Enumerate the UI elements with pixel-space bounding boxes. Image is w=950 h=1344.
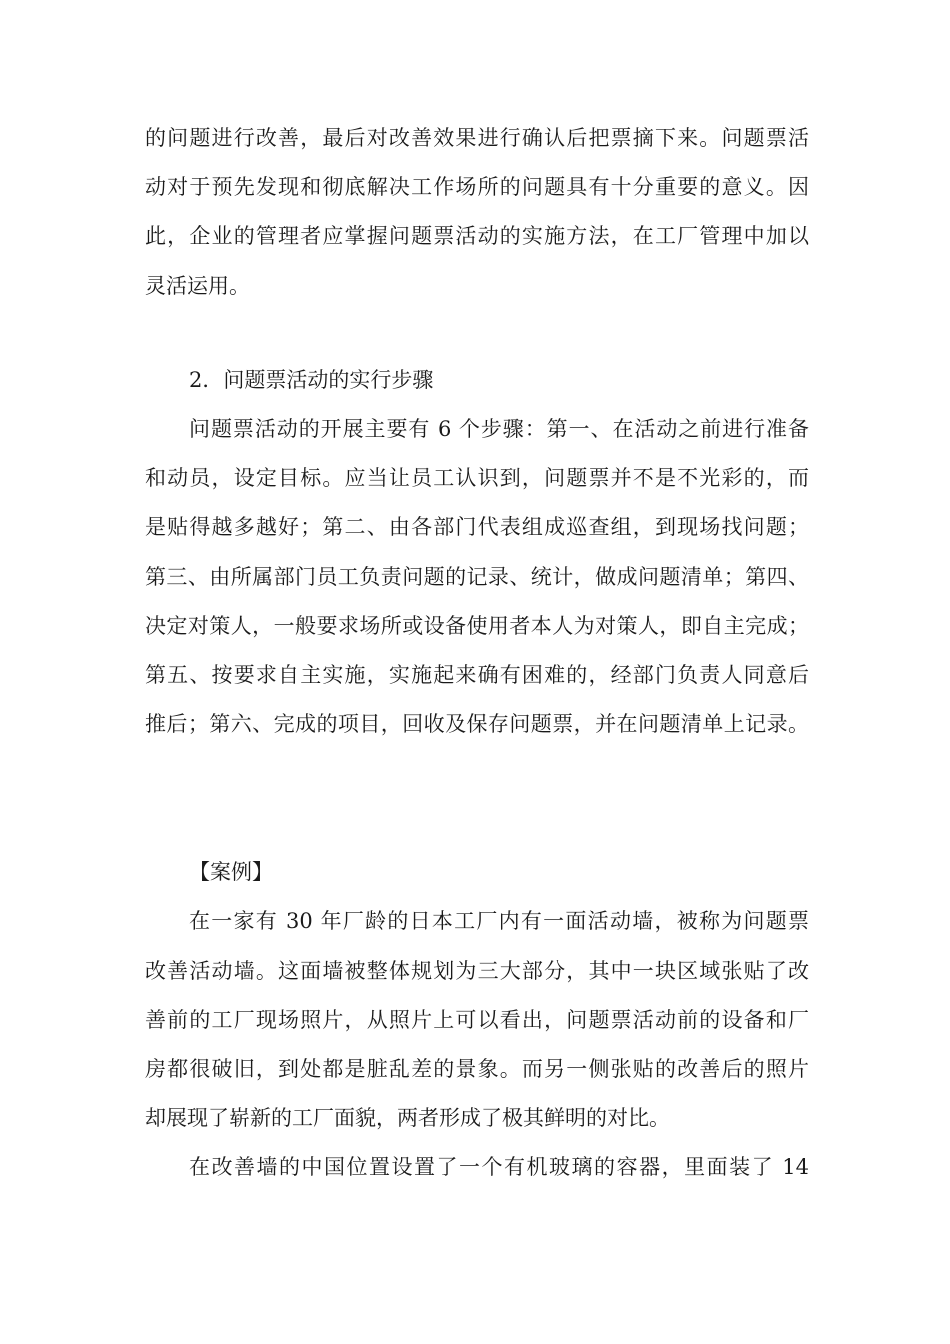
- text-line: 在改善墙的中国位置设置了一个有机玻璃的容器，里面装了 14: [189, 1155, 809, 1180]
- text-line: 和动员，设定目标。应当让员工认识到，问题票并不是不光彩的，而: [145, 466, 809, 491]
- text-line: 动对于预先发现和彻底解决工作场所的问题具有十分重要的意义。因: [145, 175, 809, 200]
- text-line: 第五、按要求自主实施，实施起来确有困难的，经部门负责人同意后: [145, 662, 809, 687]
- spacer: [145, 311, 809, 356]
- text-line: 善前的工厂现场照片，从照片上可以看出，问题票活动前的设备和厂: [145, 1007, 809, 1032]
- section-heading: 2．问题票活动的实行步骤: [189, 367, 434, 392]
- case-heading: 【案例】: [189, 860, 273, 885]
- document-page: [145, 114, 809, 1193]
- text-line: 此，企业的管理者应掌握问题票活动的实施方法，在工厂管理中加以: [145, 224, 809, 249]
- text-line: 房都很破旧，到处都是脏乱差的景象。而另一侧张贴的改善后的照片: [145, 1057, 809, 1081]
- steps-paragraph: [145, 405, 809, 749]
- text-line: 推后；第六、完成的项目，回收及保存问题票，并在问题清单上记录。: [145, 712, 809, 737]
- intro-paragraph: [145, 114, 809, 311]
- text-line: 问题票活动的开展主要有 6 个步骤：第一、在活动之前进行准备: [189, 416, 809, 441]
- text-line: 却展现了崭新的工厂面貌，两者形成了极其鲜明的对比。: [145, 1106, 670, 1131]
- case-paragraph: [145, 897, 809, 1143]
- text-line: 在一家有 30 年厂龄的日本工厂内有一面活动墙，被称为问题票: [189, 909, 809, 934]
- spacer: [145, 749, 809, 848]
- text-line: 改善活动墙。这面墙被整体规划为三大部分，其中一块区域张贴了改: [145, 958, 809, 983]
- text-line: 第三、由所属部门员工负责问题的记录、统计，做成问题清单；第四、: [145, 564, 809, 589]
- text-line: 决定对策人，一般要求场所或设备使用者本人为对策人，即自主完成；: [145, 613, 809, 638]
- text-line: 的问题进行改善，最后对改善效果进行确认后把票摘下来。问题票活: [145, 126, 809, 150]
- text-line: 是贴得越多越好；第二、由各部门代表组成巡查组，到现场找问题；: [145, 515, 809, 540]
- container-paragraph: [145, 1143, 809, 1192]
- text-line: 灵活运用。: [145, 273, 250, 298]
